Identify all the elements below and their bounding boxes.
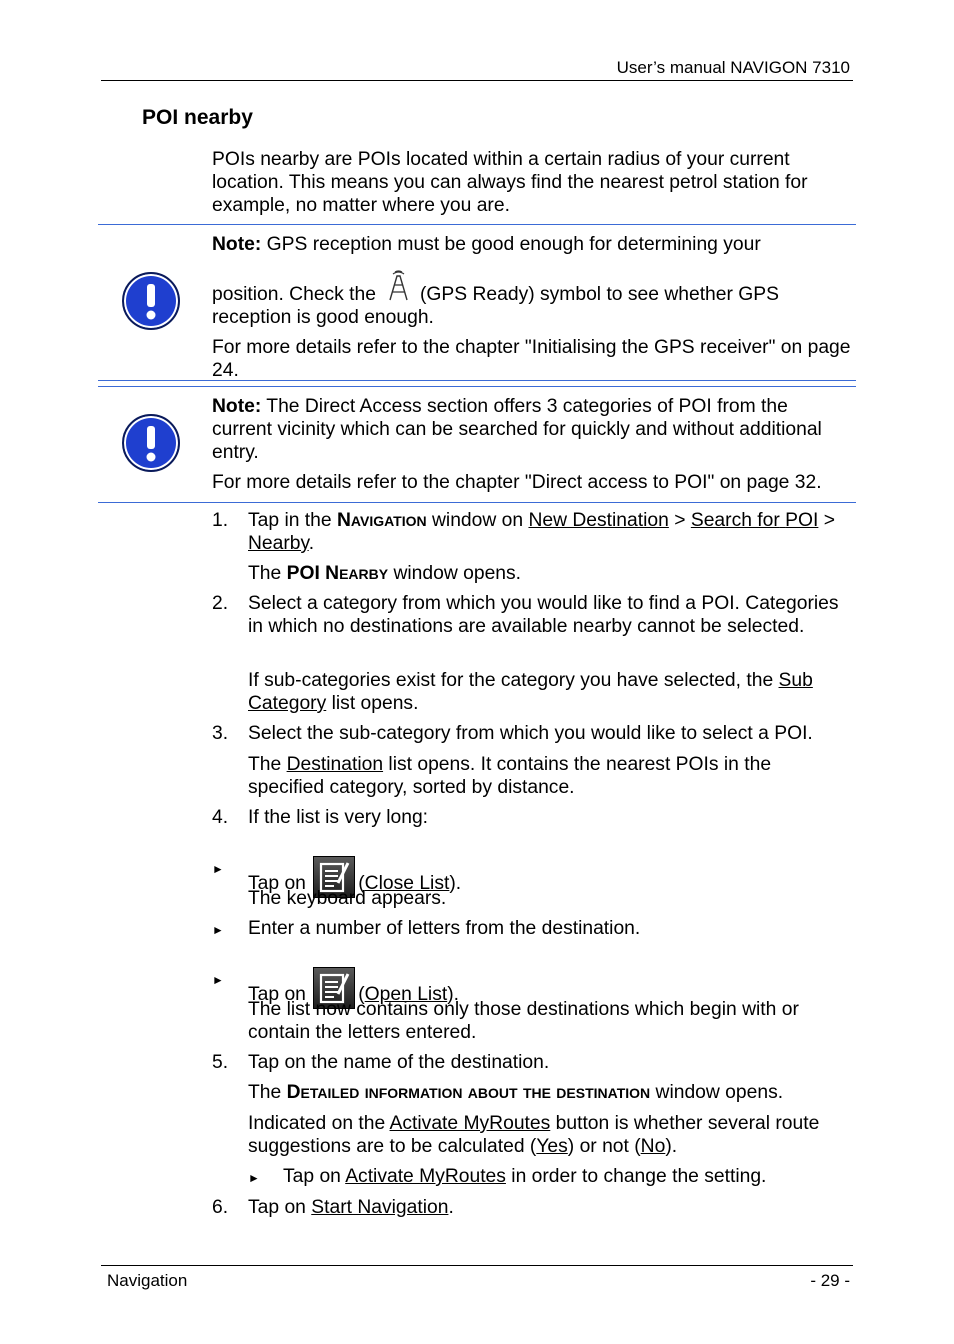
start-navigation-link[interactable]: Start Navigation [311, 1197, 449, 1218]
activate-myroutes-link[interactable]: Activate MyRoutes [345, 1166, 506, 1187]
section-title: POI nearby [142, 106, 253, 129]
exclamation-icon [122, 414, 180, 472]
no-link[interactable]: No [640, 1136, 666, 1157]
note2-text: Note: The Direct Access section offers 3 categories of POI from the current vicinity which can be searched for quickly and without additional entry. For more details refer to the chapter "Direct access to POI" on page 32. [212, 396, 822, 493]
new-destination-link[interactable]: New Destination [528, 510, 669, 531]
note1-top-rule [98, 224, 856, 225]
gps-ready-icon [386, 270, 412, 302]
page-number: - 29 - [810, 1271, 850, 1290]
note1-text: Note: GPS reception must be good enough for determining your position. Check the (GPS Ready) symbol to see whether GPS reception is good enough. For more details refer to the chapter "Initialising the GPS receiver" on page 24. [212, 234, 851, 381]
intro-paragraph: POIs nearby are POIs located within a certain radius of your current location. This means you can always find the nearest petrol station for example, no matter where you are. [212, 149, 808, 216]
bullet-triangle: ► [212, 923, 224, 937]
note-separator-rule [98, 380, 856, 381]
exclamation-icon [122, 272, 180, 330]
note-label: Note: [212, 396, 262, 417]
note2-bottom-rule [98, 502, 856, 503]
yes-link[interactable]: Yes [536, 1136, 568, 1157]
nearby-link[interactable]: Nearby [248, 533, 309, 554]
sub-category-link[interactable]: Sub Category [248, 670, 813, 714]
note-label: Note: [212, 234, 262, 255]
page-header: User’s manual NAVIGON 7310 [616, 58, 850, 77]
open-list-link[interactable]: Open List [364, 984, 448, 1005]
activate-myroutes-link[interactable]: Activate MyRoutes [389, 1113, 551, 1134]
footer-section: Navigation [107, 1271, 188, 1290]
bullet-triangle: ► [212, 973, 224, 987]
header-rule [101, 80, 853, 81]
destination-link[interactable]: Destination [286, 754, 384, 775]
close-list-link[interactable]: Close List [364, 873, 450, 894]
search-for-poi-link[interactable]: Search for POI [690, 510, 819, 531]
note2-top-rule [98, 386, 856, 387]
bullet-triangle: ► [212, 862, 224, 876]
bullet-triangle: ► [248, 1171, 260, 1185]
footer-rule [101, 1265, 853, 1266]
